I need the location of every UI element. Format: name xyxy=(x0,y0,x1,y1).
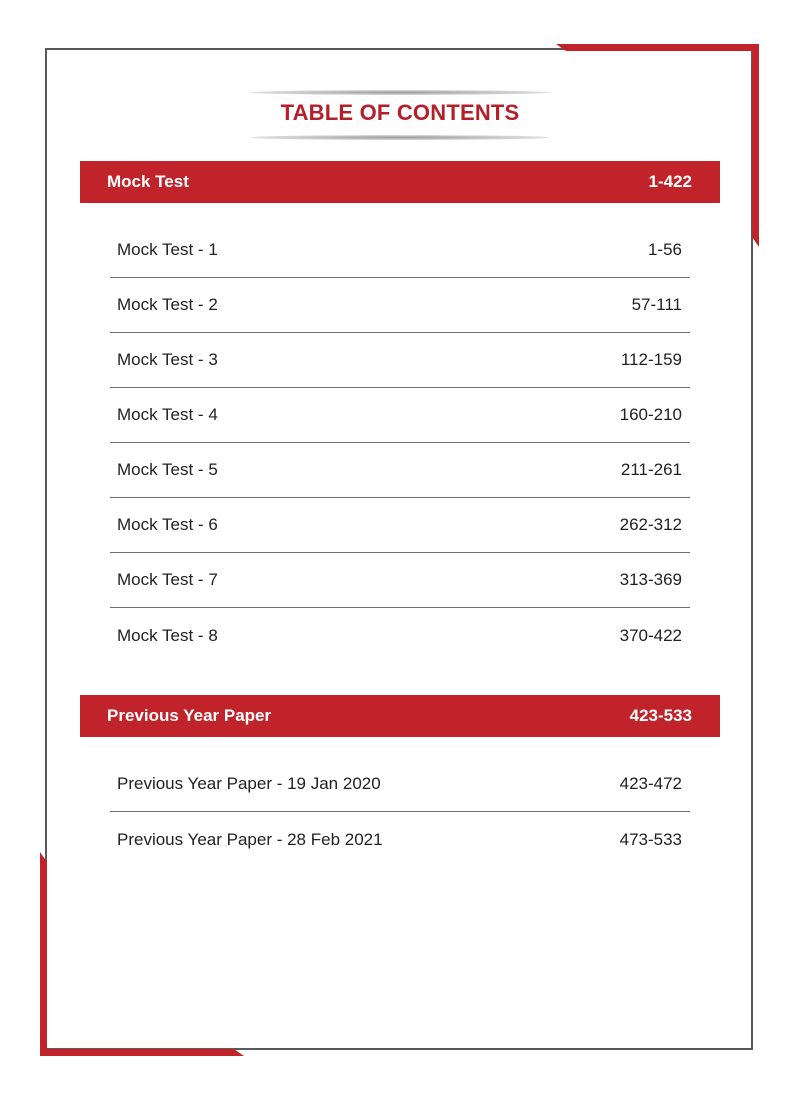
section-title: Previous Year Paper xyxy=(107,706,272,725)
corner-accent-top-right xyxy=(556,44,759,51)
toc-entry-pages: 423-472 xyxy=(619,774,682,793)
title-divider-bottom xyxy=(250,135,550,140)
corner-accent-bottom-left xyxy=(40,1049,244,1056)
toc-entry[interactable] xyxy=(110,498,690,553)
toc-entry-label: Previous Year Paper - 19 Jan 2020 xyxy=(117,774,381,793)
toc-entry[interactable] xyxy=(110,608,690,663)
toc-entry-label: Mock Test - 7 xyxy=(117,570,218,589)
toc-entry[interactable] xyxy=(110,757,690,812)
toc-entry-label: Mock Test - 2 xyxy=(117,295,218,314)
toc-entry-pages: 313-369 xyxy=(619,570,682,589)
toc-entry-pages: 262-312 xyxy=(619,515,682,534)
toc-entry-pages: 473-533 xyxy=(619,829,682,849)
toc-entry-label: Mock Test - 1 xyxy=(117,240,218,259)
toc-entry-label: Mock Test - 5 xyxy=(117,460,218,479)
toc-entry[interactable] xyxy=(110,223,690,278)
page-title: TABLE OF CONTENTS xyxy=(280,100,520,125)
toc-entry[interactable] xyxy=(110,553,690,608)
toc-entry-label: Previous Year Paper - 28 Feb 2021 xyxy=(117,829,383,849)
toc-list xyxy=(110,203,690,663)
toc-entry-label: Mock Test - 8 xyxy=(117,625,218,645)
toc-entry-pages: 57-111 xyxy=(631,295,682,314)
toc-section-previous-year-paper xyxy=(80,695,720,867)
section-page-range: 1-422 xyxy=(648,172,692,191)
toc-entry-pages: 211-261 xyxy=(620,460,682,479)
section-header[interactable] xyxy=(80,161,720,203)
toc-entry[interactable] xyxy=(110,278,690,333)
corner-accent-top-right-vertical xyxy=(752,44,759,247)
toc-entry-label: Mock Test - 3 xyxy=(117,350,218,369)
toc-entry-pages: 370-422 xyxy=(619,625,682,645)
section-page-range: 423-533 xyxy=(629,706,692,725)
section-title: Mock Test xyxy=(107,172,189,191)
toc-entry[interactable] xyxy=(110,388,690,443)
toc-section-mock-test xyxy=(80,161,720,663)
title-divider-top xyxy=(250,90,550,95)
toc-entry-label: Mock Test - 4 xyxy=(117,405,218,424)
toc-entry-pages: 160-210 xyxy=(619,405,682,424)
toc-entry[interactable] xyxy=(110,443,690,498)
toc-entry-pages: 1-56 xyxy=(647,240,682,259)
section-header[interactable] xyxy=(80,695,720,737)
title-banner xyxy=(250,88,550,142)
toc-entry-pages: 112-159 xyxy=(620,350,682,369)
toc-entry[interactable] xyxy=(110,812,690,867)
corner-accent-bottom-left-vertical xyxy=(40,852,47,1056)
toc-entry[interactable] xyxy=(110,333,690,388)
toc-entry-label: Mock Test - 6 xyxy=(117,515,218,534)
toc-list xyxy=(110,737,690,867)
